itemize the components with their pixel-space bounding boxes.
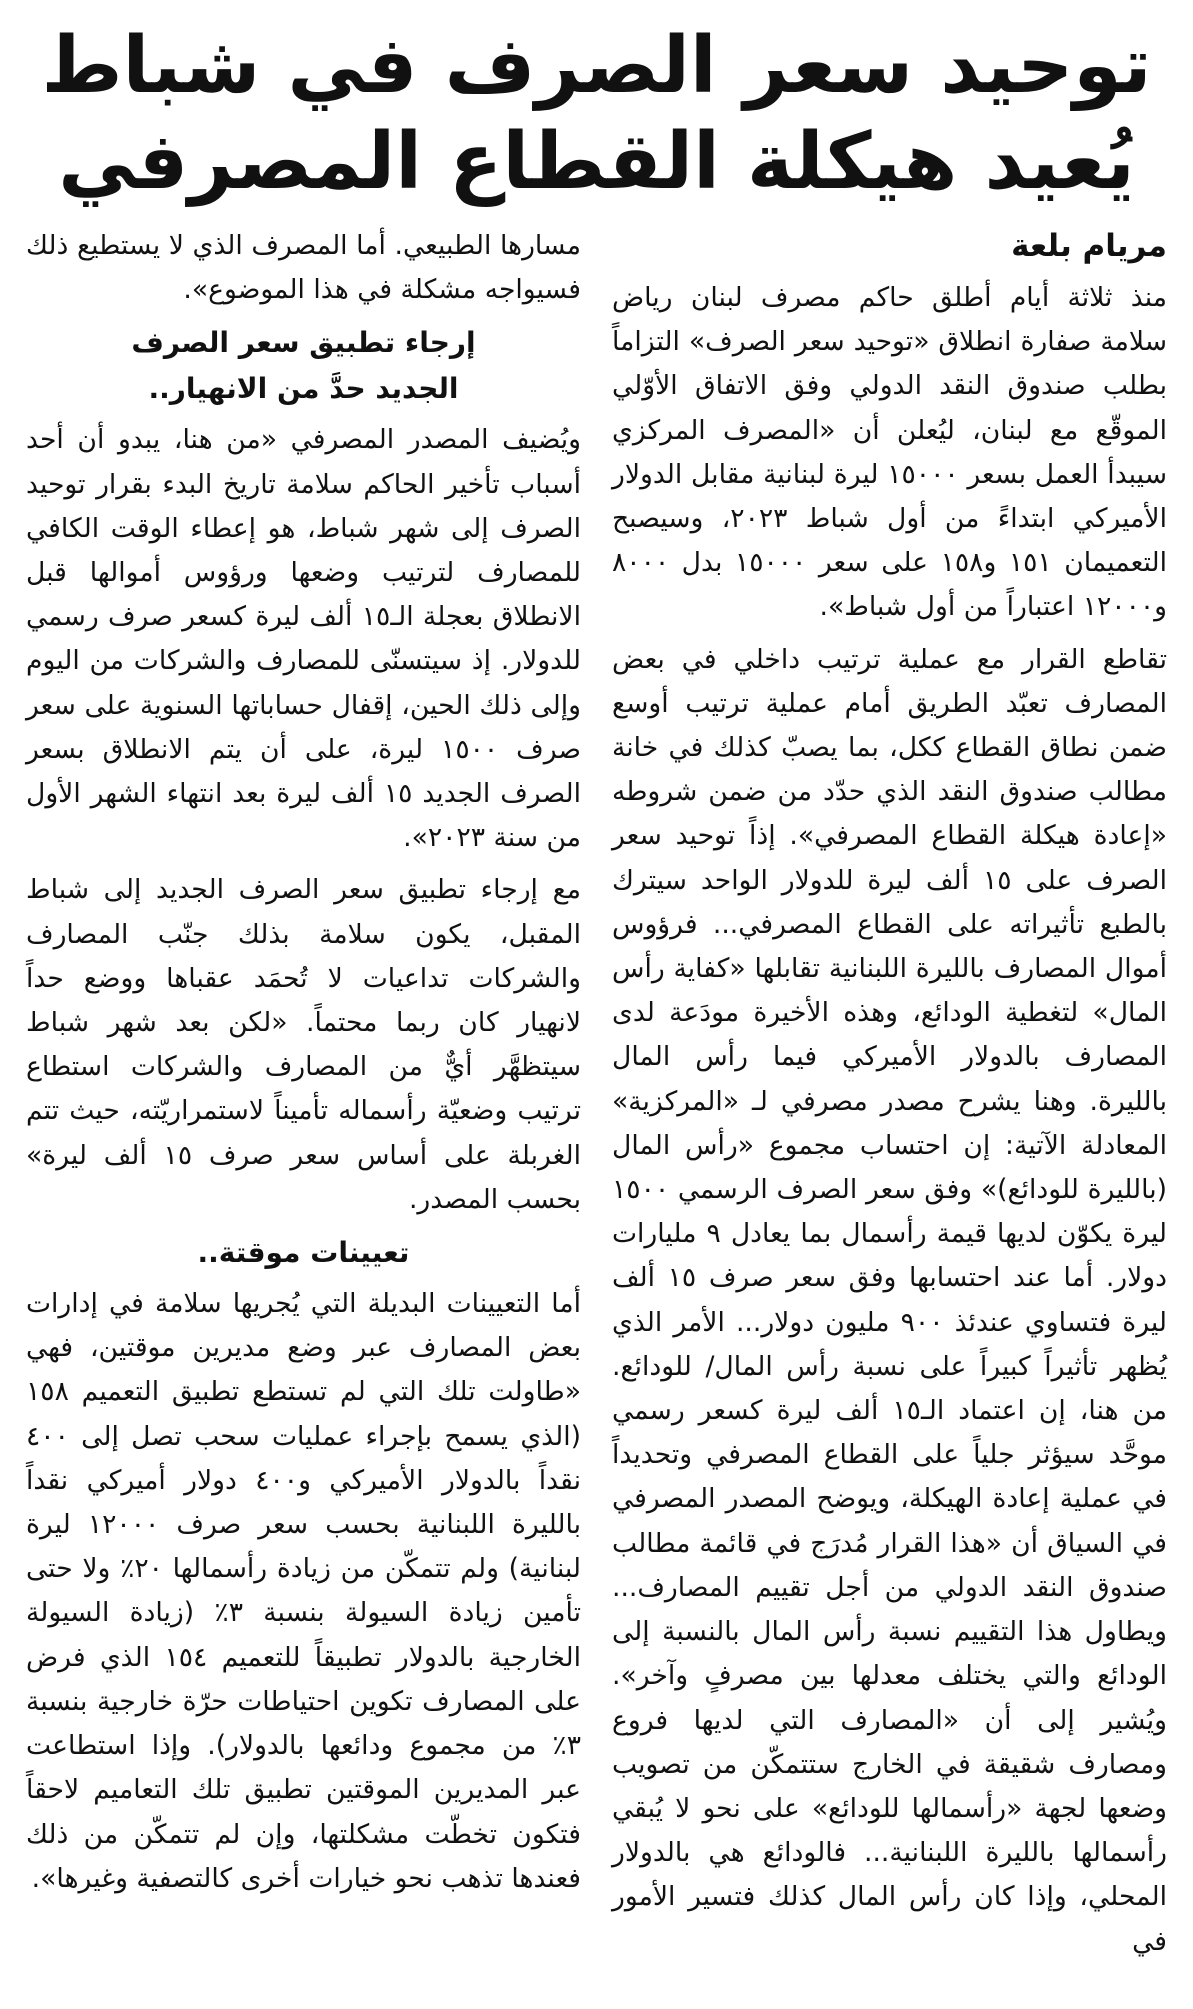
- right-column: [612, 224, 1167, 1972]
- paragraph-continuation: مسارها الطبيعي. أما المصرف الذي لا يستطيع ذلك فسيواجه مشكلة في هذا الموضوع».: [26, 230, 581, 306]
- left-column: [26, 224, 581, 1972]
- subheading-postponement-line-1: إرجاء تطبيق سعر الصرف: [131, 326, 476, 360]
- subheading-temporary-appointments: تعيينات موقتة..: [197, 1236, 410, 1270]
- headline: [26, 18, 1167, 210]
- headline-line-1: توحيد سعر الصرف في شباط: [41, 21, 1152, 111]
- article-columns: [26, 224, 1167, 1972]
- headline-line-2: يُعيد هيكلة القطاع المصرفي: [58, 117, 1135, 207]
- paragraph-appointments: أما التعيينات البديلة التي يُجريها سلامة في إدارات بعض المصارف عبر وضع مديرين موقتين، فهي «طاولت تلك التي لم تستطع تطبيق التعميم ١٥٨ (الذي يسمح بإجراء عمليات سحب تصل إلى ٤٠٠ نقداً بالدولار الأميركي و٤٠٠ دولار أميركي نقداً بالليرة اللبنانية بحسب سعر صرف ١٢٠٠٠ ليرة لبنانية) ولم تتمكّن من زيادة رأسمالها ٢٠٪ ولا حتى تأمين زيادة السيولة بنسبة ٣٪ (زيادة السيولة الخارجية بالدولار تطبيقاً للتعميم ١٥٤ الذي فرض على المصارف تكوين احتياطات حرّة خارجية بنسبة ٣٪ من مجموع ودائعها بالدولار). وإذا استطاعت عبر المديرين الموقتين تطبيق تلك التعاميم لاحقاً فتكون تخطّت مشكلتها، وإن لم تتمكّن من ذلك فعندها تذهب نحو خيارات أخرى كالتصفية وغيرها».: [26, 1288, 582, 1894]
- paragraph-postponement-effect: مع إرجاء تطبيق سعر الصرف الجديد إلى شباط المقبل، يكون سلامة بذلك جنّب المصارف والشركات تداعيات لا تُحمَد عقباها ووضع حداً لانهيار كان ربما محتماً. «لكن بعد شهر شباط سيتظهَّر أيٌّ من المصارف والشركات استطاع ترتيب وضعيّة رأسماله تأميناً لاستمراريّته، حيث تتم الغربلة على أساس سعر صرف ١٥ ألف ليرة» بحسب المصدر.: [26, 874, 581, 1215]
- paragraph-analysis: تقاطع القرار مع عملية ترتيب داخلي في بعض المصارف تعبّد الطريق أمام عملية ترتيب أوسع ضمن نطاق القطاع ككل، بما يصبّ كذلك في خانة مطالب صندوق النقد الذي حدّد من ضمن شروطه «إعادة هيكلة القطاع المصرفي». إذاً توحيد سعر الصرف على ١٥ ألف ليرة للدولار الواحد سيترك بالطبع تأثيراته على القطاع المصرفي... فرؤوس أموال المصارف بالليرة اللبنانية تقابلها «كفاية رأس المال» لتغطية الودائع، وهذه الأخيرة مودَعة لدى المصارف بالدولار الأميركي فيما رأس المال بالليرة. وهنا يشرح مصدر مصرفي لـ «المركزية» المعادلة الآتية: إن احتساب مجموع «رأس المال (بالليرة للودائع)» وفق سعر الصرف الرسمي ١٥٠٠ ليرة يكوّن لديها قيمة رأسمال بما يعادل ٩ مليارات دولار. أما عند احتسابها وفق سعر صرف ١٥ ألف ليرة فتساوي عندئذ ٩٠٠ مليون دولار... الأمر الذي يُظهر تأثيراً كبيراً على نسبة رأس المال/ للودائع. من هنا، إن اعتماد الـ١٥ ألف ليرة كسعر رسمي موحَّد سيؤثر جلياً على القطاع المصرفي وتحديداً في عملية إعادة الهيكلة، ويوضح المصدر المصرفي في السياق أن «هذا القرار مُدرَج في قائمة مطالب صندوق النقد الدولي من أجل تقييم المصارف... ويطاول هذا التقييم نسبة رأس المال بالنسبة إلى الودائع والتي يختلف معدلها بين مصرفٍ وآخر». ويُشير إلى أن «المصارف التي لديها فروع ومصارف شقيقة في الخارج ستتمكّن من تصويب وضعها لجهة «رأسمالها للودائع» على نحو لا يُبقي رأسمالها بالليرة اللبنانية... فالودائع هي بالدولار المحلي، وإذا كان رأس المال كذلك فتسير الأمور في: [612, 643, 1168, 1957]
- paragraph-intro: منذ ثلاثة أيام أطلق حاكم مصرف لبنان رياض سلامة صفارة انطلاق «توحيد سعر الصرف» التزاماً بطلب صندوق النقد الدولي وفق الاتفاق الأوّلي الموقّع مع لبنان، ليُعلن أن «المصرف المركزي سيبدأ العمل بسعر ١٥٠٠٠ ليرة لبنانية مقابل الدولار الأميركي ابتداءً من أول شباط ٢٠٢٣، وسيصبح التعميمان ١٥١ و١٥٨ على سعر ١٥٠٠٠ بدل ٨٠٠٠ و١٢٠٠٠ اعتباراً من أول شباط».: [612, 282, 1168, 623]
- subheading-postponement: [26, 320, 581, 412]
- paragraph-source-quote: ويُضيف المصدر المصرفي «من هنا، يبدو أن أحد أسباب تأخير الحاكم سلامة تاريخ البدء بقرار توحيد الصرف إلى شهر شباط، هو إعطاء الوقت الكافي للمصارف لترتيب وضعها ورؤوس أموالها قبل الانطلاق بعجلة الـ١٥ ألف ليرة كسعر صرف رسمي للدولار. إذ سيتسنّى للمصارف والشركات من اليوم وإلى ذلك الحين، إقفال حساباتها السنوية على سعر صرف ١٥٠٠ ليرة، على أن يتم الانطلاق بسعر الصرف الجديد ١٥ ألف ليرة بعد انتهاء الشهر الأول من سنة ٢٠٢٣».: [26, 424, 581, 854]
- byline: مريام بلعة: [1011, 228, 1167, 264]
- subheading-postponement-line-2: الجديد حدَّ من الانهيار..: [148, 372, 459, 406]
